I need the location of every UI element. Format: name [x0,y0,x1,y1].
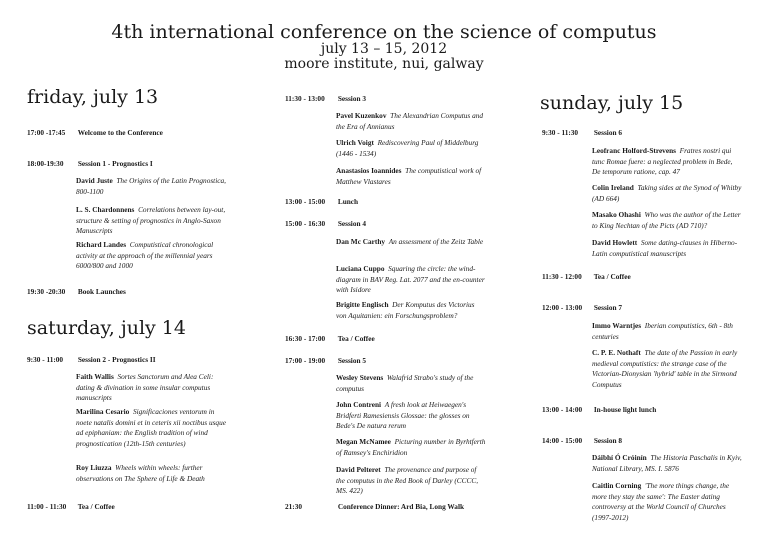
talk-title: Sortes Sanctorum and Alea Celi: dating & divination in some insular computus manuscripts [76,372,214,402]
row-label: Session 7 [593,303,623,312]
speaker: John Contreni [336,400,382,409]
talk [336,166,486,187]
time: 9:30 - 11:30 [542,128,579,137]
time: 15:00 - 16:30 [285,219,326,228]
row-label: Session 2 - Prognostics II [77,355,156,364]
talk [336,300,486,321]
row-label: Session 4 [337,219,367,228]
talk-title: Rediscovering Paul of Middelburg (1446 - 1534) [336,138,479,158]
schedule-row [285,334,375,343]
talk-title: Who was the author of the Letter to King Nechtan of the Picts (AD 710)? [592,210,741,230]
talk-title: The Historia Paschalis in Kyiv, National Library, MS. I. 5876 [592,453,742,473]
speaker: Luciana Cuppo [336,264,385,273]
talk-title: Der Komputus des Victorius von Aquitanien: ein Forschungsproblem? [336,300,475,320]
talk-title: Picturing number in Byrhtferth of Ramsey's Enchiridion [336,437,486,457]
speaker: David Pelteret [336,465,381,474]
schedule-row [27,159,153,168]
time: 12:00 - 13:00 [542,303,583,312]
row-label: In-house light lunch [593,405,657,414]
schedule-row [285,502,464,511]
row-label: Session 6 [593,128,623,137]
talk-title: Correlations between lay-out, structure & setting of prognostics in Anglo-Saxon Manuscripts [76,205,226,235]
speaker: Wesley Stevens [336,373,384,382]
talk-title: The date of the Passion in early medieval computistics: the strange case of the Victorian-Dionysian 'hybrid' table in the Sirmond Computus [592,348,738,389]
talk-title: Iberian computistics, 6th - 8th centuries [592,321,733,341]
speaker: Marilina Cesario [76,407,130,416]
page-header [0,22,768,72]
schedule-row [542,405,656,414]
talk [336,373,486,394]
schedule-row [542,128,622,137]
talk-title: Significaciones ventorum in noete natalis domini et in ceteris xii noctibus usque ad epiphaniam: the English tradition of wind prognostication (12th-15th centuries) [76,407,226,448]
schedule-row [285,356,366,365]
day-heading-friday: friday, july 13 [27,86,159,108]
speaker: David Howlett [592,238,638,247]
talk [336,237,486,248]
speaker: Megan McNamee [336,437,391,446]
time: 17:00 -17:45 [27,128,66,137]
conference-title: 4th international conference on the science of computus [111,21,657,43]
row-label: Tea / Coffee [77,502,115,511]
schedule-row [27,287,126,296]
talk [76,463,226,484]
speaker: Ulrich Voigt [336,138,374,147]
speaker: Faith Wallis [76,372,114,381]
talk-title: Some dating-clauses in Hiberno-Latin computistical manuscripts [592,238,738,258]
speaker: Leofranc Holford-Strevens [592,146,676,155]
talk-title: Walafrid Strabo's study of the computus [336,373,474,393]
talk-title: A fresh look at Heiwaegen's Bridferti Ramesiensis Glossae: the glosses on Bede's De natura rerum [336,400,470,430]
conference-venue: moore institute, nui, galway [284,56,484,72]
talk [336,437,486,458]
talk [592,453,742,474]
talk [76,240,226,272]
conference-dates: july 13 – 15, 2012 [320,41,448,57]
time: 17:00 - 19:00 [285,356,326,365]
talk-title: The provenance and purpose of the computus in the Red Book of Darley (CCCC, MS. 422) [336,465,479,495]
day-heading-sunday: sunday, july 15 [540,92,684,114]
time: 21:30 [285,502,303,511]
time: 13:00 - 15:00 [285,197,326,206]
schedule-row [285,197,358,206]
talk [592,348,742,390]
day-heading-saturday: saturday, july 14 [27,317,186,339]
schedule-row [542,303,622,312]
talk-title: The Alexandrian Computus and the Era of Annianus [336,111,484,131]
talk [76,205,226,237]
time: 18:00-19:30 [27,159,64,168]
row-label: Session 3 [337,94,367,103]
row-label: Session 1 - Prognostics I [77,159,153,168]
speaker: Pavel Kuzenkov [336,111,387,120]
speaker: Immo Warntjes [592,321,642,330]
talk-title: Taking sides at the Synod of Whitby (AD 664) [592,183,742,203]
schedule-row [27,355,156,364]
talk-title: Fratres nostri qui tunc Romae fuere: a neglected problem in Bede, De temporum ratione, cap. 47 [592,146,733,176]
speaker: C. P. E. Nothaft [592,348,641,357]
speaker: Richard Landes [76,240,127,249]
time: 19:30 -20:30 [27,287,66,296]
talk [76,407,226,449]
schedule-row [542,436,622,445]
row-label: Tea / Coffee [593,272,631,281]
speaker: Colin Ireland [592,183,634,192]
talk [592,481,742,523]
schedule-row [542,272,631,281]
talk [336,111,486,132]
schedule-row [27,128,163,137]
talk-title: The computistical work of Matthew Vlastares [336,166,482,186]
time: 11:00 - 11:30 [27,502,67,511]
speaker: Roy Liuzza [76,463,112,472]
talk [592,183,742,204]
row-label: Welcome to the Conference [77,128,163,137]
schedule-row [27,502,115,511]
talk-title: Wheels within wheels: further observations on The Sphere of Life & Death [76,463,205,483]
row-label: Conference Dinner: Ard Bia, Long Walk [337,502,465,511]
time: 9:30 - 11:00 [27,355,64,364]
speaker: Caitlin Corning [592,481,642,490]
talk-title: Computistical chronological activity at the approach of the millennial years 6000/800 and 1000 [76,240,214,270]
speaker: Dáibhí Ó Cróinín [592,453,647,462]
time: 11:30 - 12:00 [542,272,582,281]
row-label: Session 5 [337,356,367,365]
talk [76,372,226,404]
speaker: Brigitte Englisch [336,300,389,309]
talk-title: 'The more things change, the more they stay the same': The Easter dating controversy at the World Council of Churches (1997-2012) [592,481,730,522]
row-label: Tea / Coffee [337,334,375,343]
talk-title: The Origins of the Latin Prognostica, 800-1100 [76,176,226,196]
time: 16:30 - 17:00 [285,334,326,343]
row-label: Session 8 [593,436,623,445]
time: 11:30 - 13:00 [285,94,325,103]
talk [76,176,226,197]
speaker: Anastasios Ioannides [336,166,402,175]
talk [336,264,486,296]
time: 14:00 - 15:00 [542,436,583,445]
schedule-row [285,219,366,228]
row-label: Lunch [337,197,359,206]
talk [336,138,486,159]
speaker: Masako Ohashi [592,210,641,219]
talk [336,400,486,432]
schedule-row [285,94,366,103]
talk [592,210,742,231]
speaker: David Juste [76,176,113,185]
speaker: Dan Mc Carthy [336,237,386,246]
talk [592,146,742,178]
talk [336,465,486,497]
speaker: L. S. Chardonnens [76,205,135,214]
time: 13:00 - 14:00 [542,405,583,414]
talk [592,238,742,259]
talk [592,321,742,342]
row-label: Book Launches [77,287,126,296]
talk-title: An assessment of the Zeitz Table [388,237,484,246]
talk-title: Squaring the circle: the wind-diagram in BAV Reg. Lat. 2077 and the en-counter with Isidore [336,264,485,294]
